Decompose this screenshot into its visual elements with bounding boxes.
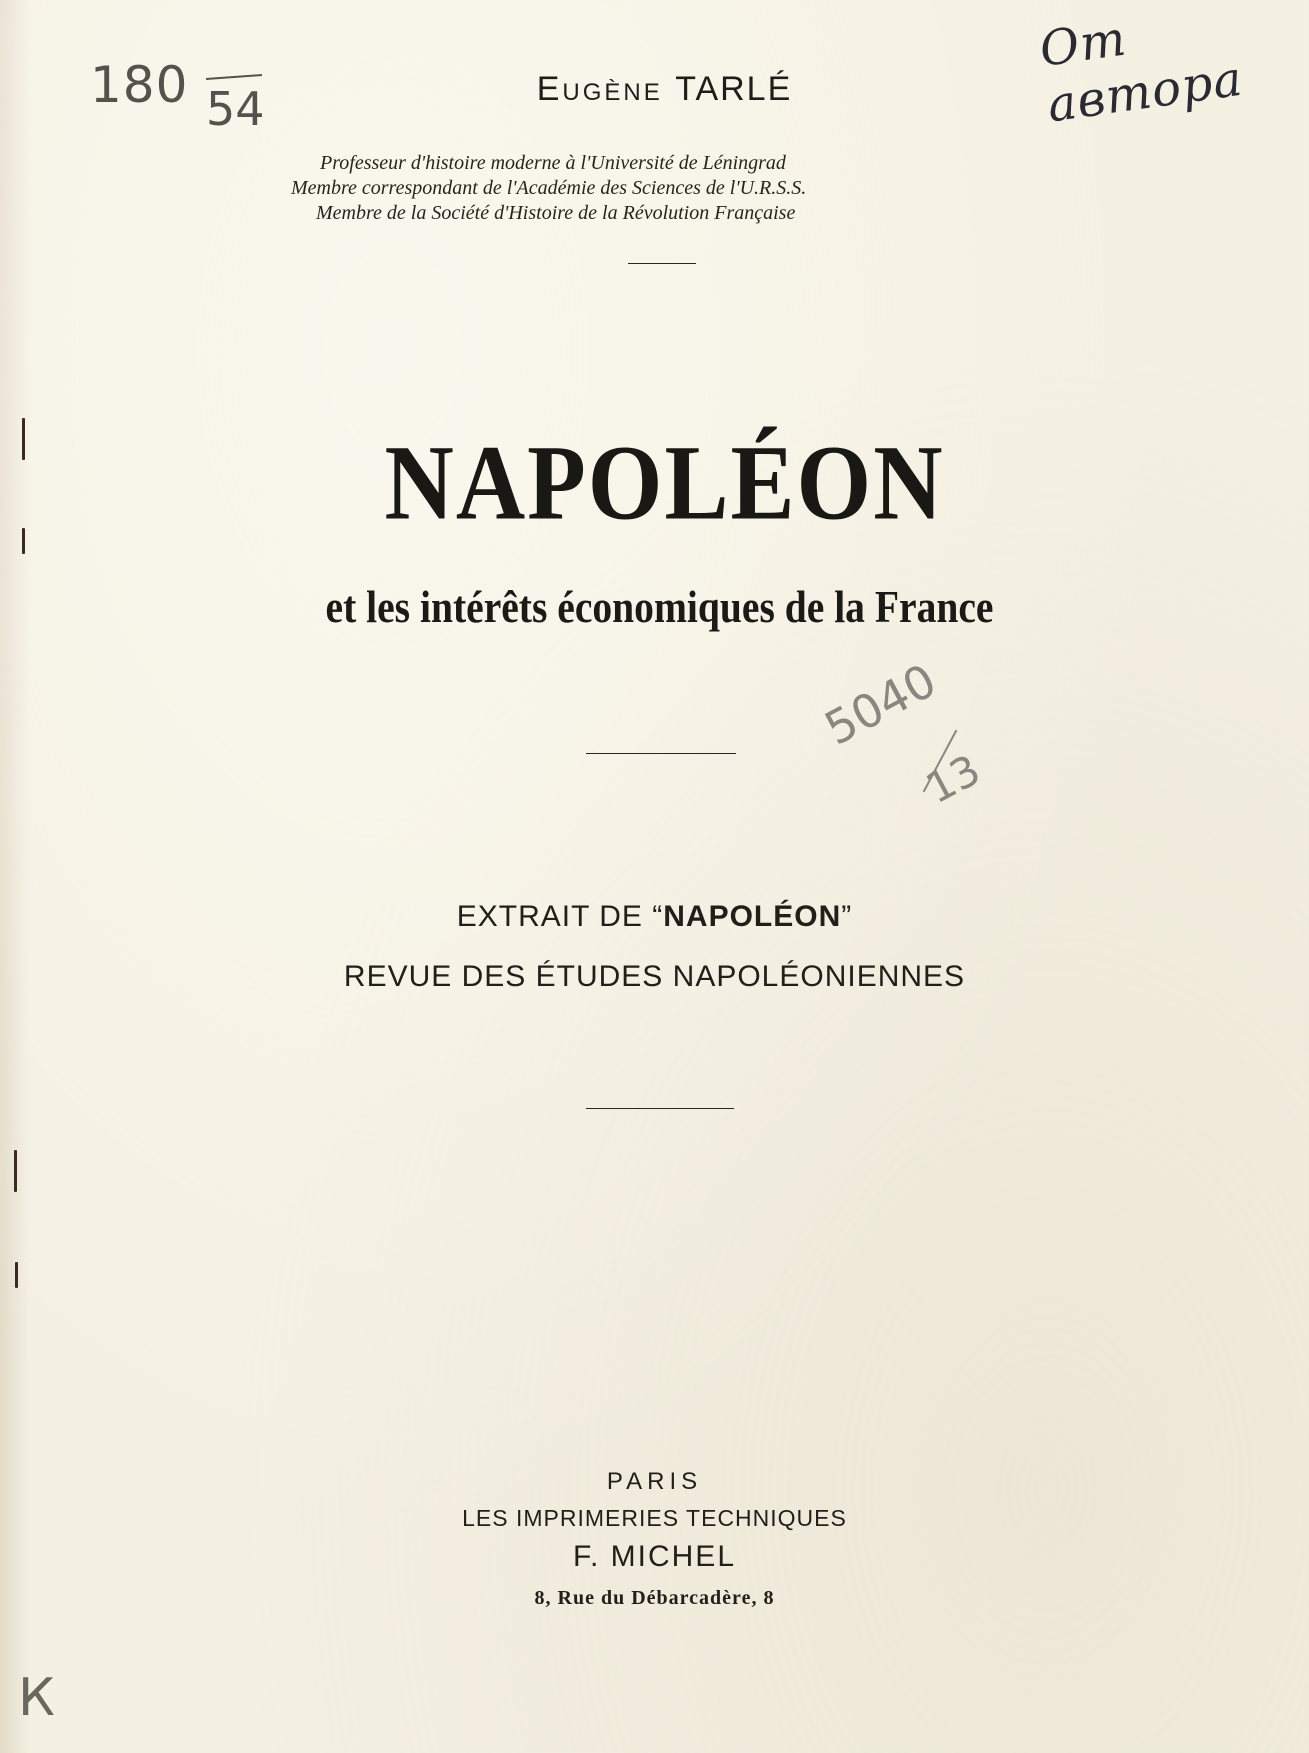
page-subtitle: et les intérêts économiques de la France: [325, 581, 994, 632]
handwritten-fraction: 54: [206, 82, 265, 136]
divider-rule: [586, 1108, 734, 1109]
publisher-owner: F. MICHEL: [572, 1540, 737, 1573]
binding-stitch-mark: [14, 1150, 17, 1192]
handwritten-initial: К: [18, 1668, 55, 1728]
extract-journal-subtitle: REVUE DES ÉTUDES NAPOLÉONIENNES: [343, 960, 966, 993]
extract-journal: NAPOLÉON: [663, 900, 842, 933]
handwritten-number: 180: [90, 56, 189, 114]
author-affiliation: Membre de la Société d'Histoire de la Révolution Française: [316, 202, 796, 224]
divider-rule: [628, 263, 696, 264]
handwritten-catalog-number: 5040: [816, 653, 945, 756]
handwritten-catalog-number: 13: [918, 744, 989, 814]
author-affiliation: Professeur d'histoire moderne à l'Université de Léningrad: [320, 152, 786, 174]
author-first-name: Eugène: [536, 70, 663, 108]
publisher-name: LES IMPRIMERIES TECHNIQUES: [462, 1505, 847, 1531]
author-name: [10, 70, 1309, 109]
extract-suffix: ”: [841, 900, 853, 933]
publisher-address: 8, Rue du Débarcadère, 8: [534, 1587, 775, 1609]
author-last-name: TARLÉ: [675, 70, 793, 108]
author-affiliation: Membre correspondant de l'Académie des Sciences de l'U.R.S.S.: [291, 177, 807, 199]
binding-stitch-mark: [15, 1262, 18, 1288]
publisher-city: PARIS: [606, 1468, 703, 1495]
page-title: NAPOLÉON: [384, 422, 945, 543]
extract-line: [0, 900, 1309, 934]
extract-prefix: EXTRAIT DE “: [456, 900, 664, 933]
divider-rule: [586, 753, 736, 754]
handwritten-dedication: От автора: [1036, 10, 1247, 134]
